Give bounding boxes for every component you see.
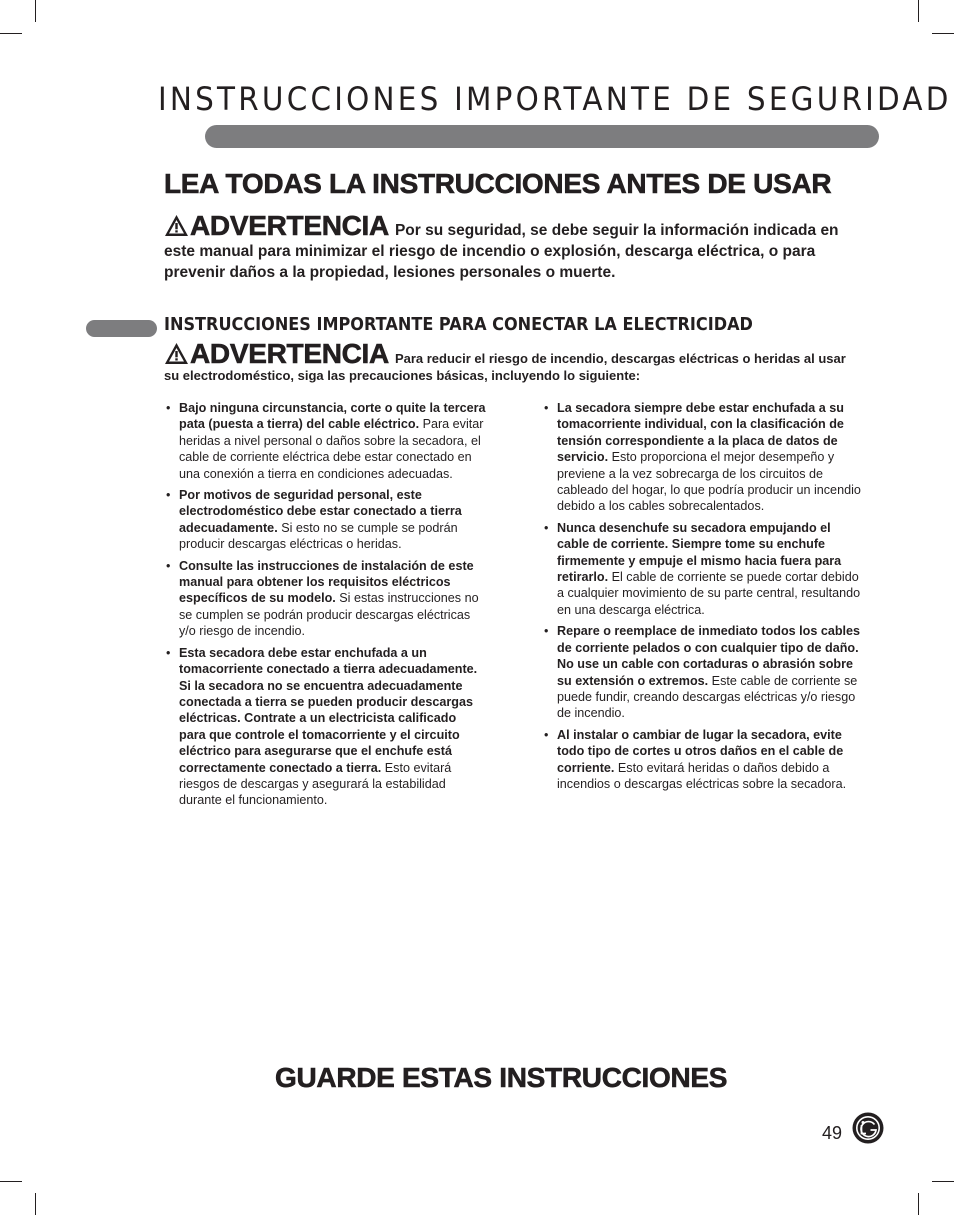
- list-item: • Al instalar o cambiar de lugar la secadora, evite todo tipo de cortes u otros daños en el cable de corriente. Esto evitará heridas o daños debido a incendios o descargas eléctricas sobre la secadora.: [544, 727, 864, 793]
- list-item: • Consulte las instrucciones de instalación de este manual para obtener los requisitos eléctricos específicos de su modelo. Si estas instrucciones no se cumplen se podrán producir descargas eléctricas y/o riesgo de incendio.: [166, 558, 486, 640]
- list-item: • Esta secadora debe estar enchufada a un tomacorriente conectado a tierra adecuadamente. Si la secadora no se encuentra adecuadamente conectada a tierra se pueden producir descargas eléctricas. Contrate a un electricista calificado para que controle el tomacorriente y el circuito eléctrico para asegurarse que el enchufe está correctamente conectado a tierra. Esto evitará riesgos de descargas y asegurará la estabilidad durante el funcionamiento.: [166, 645, 486, 809]
- intro-warning: [164, 210, 864, 283]
- crop-mark: [932, 33, 954, 34]
- warning-triangle-icon: [164, 214, 189, 237]
- title-underline-bar: [205, 125, 879, 148]
- read-all-heading: LEA TODAS LA INSTRUCCIONES ANTES DE USAR: [164, 168, 832, 199]
- crop-mark: [0, 1181, 22, 1182]
- crop-mark: [918, 0, 919, 22]
- list-item: • La secadora siempre debe estar enchufada a su tomacorriente individual, con la clasificación de tensión correspondiente a la placa de datos de servicio. Esto proporciona el mejor desempeño y previene a la vez sobrecarga de los circuitos de cableado del hogar, lo que podría producir un incendio debido a los cables sobrecalentados.: [544, 400, 864, 515]
- list-item: • Repare o reemplace de inmediato todos los cables de corriente pelados o con cualquier tipo de daño. No use un cable con cortaduras o abrasión sobre su extensión o extremos. Este cable de corriente se puede fundir, creando descargas eléctricas y/o riesgo de incendio.: [544, 623, 864, 721]
- section-warning: [164, 338, 864, 384]
- section-marker: [86, 320, 157, 337]
- crop-mark: [35, 1193, 36, 1215]
- warning-text: Por su seguridad, se debe seguir la información indicada en este manual para minimizar el riesgo de incendio o explosión, descarga eléctrica, o para prevenir daños a la propiedad, lesiones personales o muerte.: [164, 222, 839, 281]
- list-item: • Nunca desenchufe su secadora empujando el cable de corriente. Siempre tome su enchufe firmemente y empuje el mismo hacia fuera para retirarlo. El cable de corriente se puede cortar debido a cualquier movimiento de su parte central, resultando en una descarga eléctrica.: [544, 520, 864, 618]
- save-instructions-heading: GUARDE ESTAS INSTRUCCIONES: [275, 1062, 728, 1093]
- crop-mark: [932, 1181, 954, 1182]
- warning-triangle-icon: [164, 342, 189, 365]
- crop-mark: [0, 33, 22, 34]
- crop-mark: [35, 0, 36, 22]
- warning-label: ADVERTENCIA: [190, 338, 389, 369]
- page-number: 49: [822, 1123, 843, 1143]
- page-title: INSTRUCCIONES IMPORTANTE DE SEGURIDAD: [158, 80, 952, 118]
- list-item: • Bajo ninguna circunstancia, corte o quite la tercera pata (puesta a tierra) del cable eléctrico. Para evitar heridas a nivel personal o daños sobre la secadora, el cable de corriente eléctrica debe estar conectado en una conexión a tierra en condiciones adecuadas.: [166, 400, 486, 482]
- warning-text: Para reducir el riesgo de incendio, descargas eléctricas o heridas al usar su electrodoméstico, siga las precauciones básicas, incluyendo lo siguiente:: [164, 351, 846, 383]
- warning-label: ADVERTENCIA: [190, 210, 389, 241]
- right-column: [544, 400, 864, 797]
- list-item: • Por motivos de seguridad personal, este electrodoméstico debe estar conectado a tierra adecuadamente. Si esto no se cumple se podrán producir descargas eléctricas o heridas.: [166, 487, 486, 553]
- section-heading: INSTRUCCIONES IMPORTANTE PARA CONECTAR LA ELECTRICIDAD: [164, 315, 753, 335]
- left-column: [166, 400, 486, 814]
- crop-mark: [918, 1193, 919, 1215]
- lg-logo-icon: [852, 1112, 884, 1144]
